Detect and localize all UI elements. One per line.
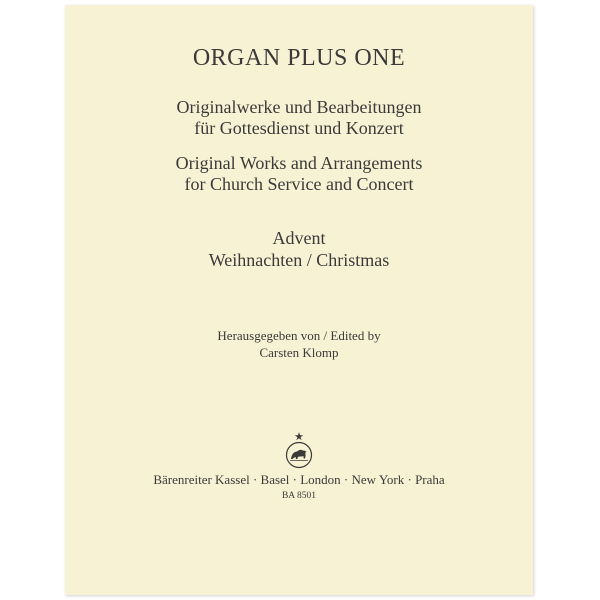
editor-name: Carsten Klomp	[259, 345, 339, 360]
subtitle-english	[65, 153, 533, 195]
book-title: ORGAN PLUS ONE	[192, 45, 406, 71]
publisher-line: Bärenreiter Kassel · Basel · London · New York · Praha	[153, 472, 445, 487]
subtitle-english-line-2: for Church Service and Concert	[184, 174, 414, 194]
subtitle-german	[65, 97, 533, 139]
baerenreiter-bear-logo-icon	[283, 431, 315, 469]
catalog-number: BA 8501	[281, 491, 317, 501]
editor-credit	[65, 327, 533, 361]
subtitle-german-line-1: Originalwerke und Bearbeitungen	[176, 97, 422, 117]
season-advent: Advent	[272, 228, 326, 248]
season-christmas: Weihnachten / Christmas	[208, 250, 390, 270]
subtitle-german-line-2: für Gottesdienst und Konzert	[194, 118, 404, 138]
title-page	[65, 5, 533, 595]
season-block	[65, 227, 533, 271]
subtitle-english-line-1: Original Works and Arrangements	[175, 153, 423, 173]
edited-by-label: Herausgegeben von / Edited by	[217, 328, 381, 343]
